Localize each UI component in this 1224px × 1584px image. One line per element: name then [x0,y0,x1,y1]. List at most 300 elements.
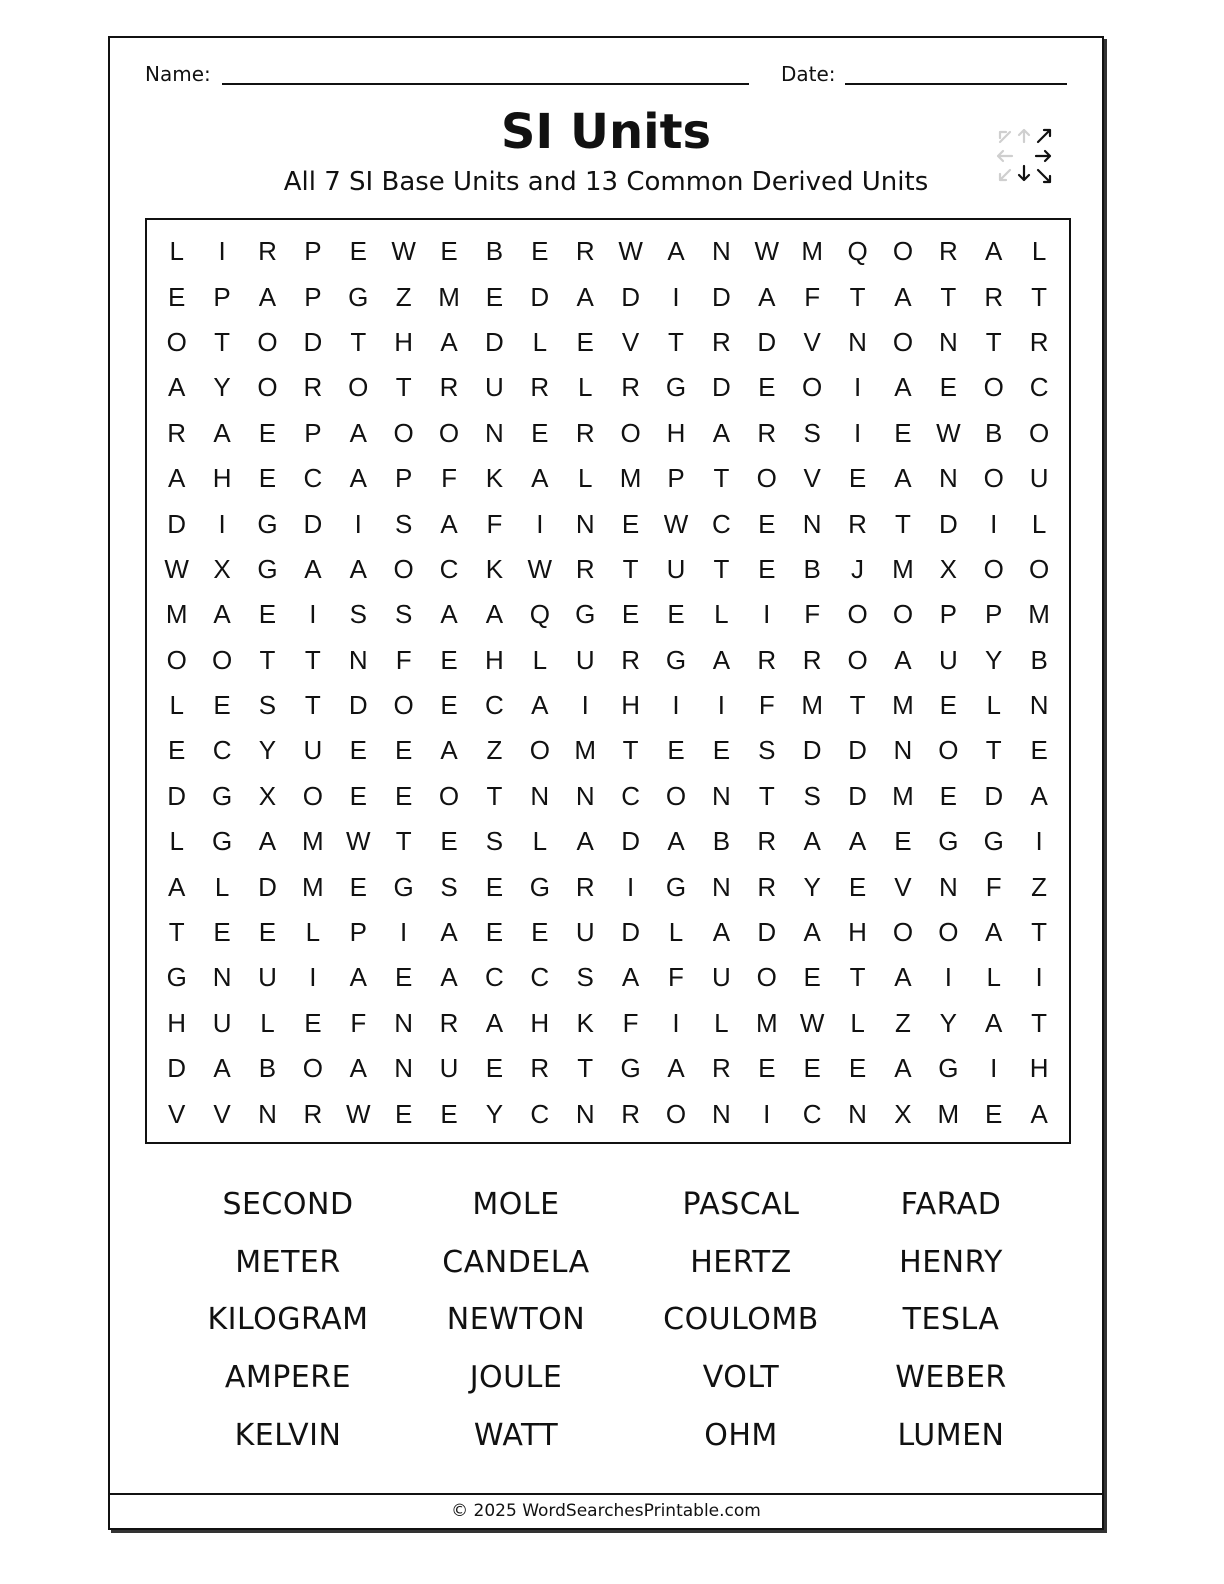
word-list-item: LUMEN [897,1417,1005,1453]
grid-letter: A [1030,1098,1048,1129]
grid-letter: O [665,1098,687,1129]
grid-letter: F [804,599,821,630]
word-list-item: HENRY [899,1244,1003,1280]
grid-letter: N [212,962,232,993]
word-list-item: KILOGRAM [207,1302,369,1338]
grid-letter: H [167,1007,187,1038]
grid-letter: U [485,372,504,403]
grid-letter: M [755,1007,778,1038]
grid-letter: A [168,463,186,494]
grid-letter: W [754,236,780,267]
grid-letter: O [983,372,1004,403]
grid-letter: G [348,281,369,312]
grid-letter: C [621,780,640,811]
grid-letter: Y [213,372,231,403]
grid-letter: M [619,463,642,494]
grid-letter: H [1029,1053,1049,1084]
grid-letter: E [394,735,413,766]
multi-direction-arrows-icon [994,126,1054,186]
grid-letter: R [167,417,187,448]
grid-letter: G [665,372,687,403]
grid-letter: M [302,826,324,857]
grid-letter: H [485,644,504,675]
grid-letter: B [258,1053,277,1084]
grid-letter: T [214,326,231,357]
grid-letter: F [395,644,412,675]
grid-letter: A [985,1007,1003,1038]
grid-letter: E [485,1053,504,1084]
grid-letter: E [758,372,776,403]
grid-letter: A [894,463,912,494]
grid-letter: O [892,917,914,948]
word-list-item: KELVIN [234,1417,342,1453]
word-list-item: COULOMB [663,1302,819,1338]
grid-letter: A [440,962,458,993]
grid-letter: A [485,599,504,630]
grid-letter: I [853,417,862,448]
grid-letter: P [985,599,1003,630]
grid-letter: I [990,508,998,539]
grid-letter: W [936,417,961,448]
word-list-item: TESLA [902,1302,1000,1338]
grid-letter: F [804,281,821,312]
grid-letter: M [302,871,324,902]
grid-letter: R [530,372,550,403]
grid-letter: T [1031,917,1048,948]
grid-letter: R [258,236,277,267]
grid-letter: E [168,281,186,312]
grid-letter: I [717,690,725,721]
grid-letter: U [711,962,731,993]
grid-letter: P [304,236,322,267]
grid-letter: R [439,372,459,403]
grid-letter: D [167,508,187,539]
grid-letter: E [667,735,685,766]
grid-letter: A [531,463,549,494]
grid-letter: D [485,326,504,357]
grid-letter: T [486,780,503,811]
grid-letter: G [575,599,596,630]
grid-letter: D [621,826,640,857]
grid-letter: A [667,826,685,857]
grid-letter: O [1029,417,1050,448]
grid-letter: L [986,962,1001,993]
grid-letter: O [529,735,550,766]
grid-letter: S [394,508,413,539]
grid-letter: I [990,1053,998,1084]
grid-letter: R [575,417,595,448]
grid-letter: N [394,1007,414,1038]
grid-letter: R [303,1098,323,1129]
grid-letter: D [167,1053,187,1084]
grid-letter: B [985,417,1003,448]
grid-letter: E [258,917,277,948]
grid-letter: B [485,236,504,267]
grid-letter: G [257,553,278,584]
grid-letter: A [803,826,821,857]
grid-letter: T [1031,281,1048,312]
grid-letter: A [667,236,685,267]
grid-letter: D [757,326,777,357]
word-list-item: METER [235,1244,341,1280]
grid-letter: I [354,508,362,539]
word-list-item: HERTZ [690,1244,792,1280]
grid-letter: R [575,236,595,267]
grid-letter: O [892,236,914,267]
grid-letter: Q [847,236,868,267]
grid-letter: A [621,962,640,993]
grid-letter: O [211,644,233,675]
grid-letter: M [165,599,188,630]
grid-letter: F [668,962,684,993]
grid-letter: H [848,917,867,948]
grid-letter: L [169,690,184,721]
grid-letter: T [940,281,957,312]
grid-letter: G [665,871,687,902]
grid-letter: H [212,463,232,494]
grid-letter: O [393,553,414,584]
grid-letter: U [303,735,323,766]
grid-letter: U [439,1053,459,1084]
grid-letter: R [575,871,595,902]
grid-letter: A [213,1053,231,1084]
grid-letter: E [621,508,640,539]
grid-letter: N [348,644,368,675]
grid-letter: M [801,690,823,721]
grid-letter: T [985,326,1002,357]
grid-letter: O [620,417,641,448]
grid-letter: P [394,463,413,494]
grid-letter: T [577,1053,594,1084]
grid-letter: H [530,1007,550,1038]
grid-letter: D [348,690,368,721]
grid-letter: D [984,780,1004,811]
grid-letter: K [576,1007,594,1038]
grid-letter: A [531,690,549,721]
grid-letter: B [712,826,731,857]
grid-letter: K [485,463,504,494]
grid-letter: E [848,1053,867,1084]
grid-letter: Y [803,871,821,902]
grid-letter: E [394,1098,413,1129]
grid-letter: G [620,1053,641,1084]
grid-letter: I [672,1007,680,1038]
grid-letter: D [621,281,640,312]
grid-letter: W [164,553,189,584]
grid-letter: E [440,236,458,267]
grid-letter: L [986,690,1001,721]
grid-letter: E [531,236,549,267]
grid-letter: E [485,917,504,948]
grid-letter: T [259,644,276,675]
grid-letter: O [302,780,323,811]
grid-letter: E [258,599,277,630]
letter-grid [154,229,1062,1137]
grid-letter: E [758,553,776,584]
grid-letter: K [485,553,504,584]
grid-letter: I [309,599,317,630]
grid-letter: C [485,690,504,721]
grid-letter: C [212,735,232,766]
grid-letter: C [530,1098,550,1129]
grid-letter: B [803,553,821,584]
grid-letter: G [665,644,687,675]
grid-letter: T [304,690,321,721]
grid-letter: N [938,871,958,902]
grid-letter: E [258,417,277,448]
grid-letter: C [303,463,323,494]
grid-letter: E [304,1007,322,1038]
grid-letter: E [440,1098,458,1129]
grid-letter: G [211,826,233,857]
grid-letter: A [712,917,731,948]
grid-letter: P [304,417,322,448]
grid-letter: C [485,962,504,993]
grid-letter: R [439,1007,459,1038]
grid-letter: E [939,372,957,403]
grid-letter: S [258,690,277,721]
grid-letter: T [713,553,730,584]
grid-letter: O [348,372,369,403]
grid-letter: E [803,962,821,993]
grid-letter: A [168,871,186,902]
grid-letter: T [668,326,684,357]
grid-letter: G [393,871,414,902]
grid-letter: G [938,826,959,857]
word-list-item: WEBER [895,1360,1007,1396]
grid-letter: E [394,962,413,993]
grid-letter: X [258,780,277,811]
grid-letter: S [394,599,413,630]
grid-letter: E [349,735,367,766]
grid-letter: W [527,553,553,584]
grid-letter: B [1030,644,1048,675]
grid-letter: A [213,599,231,630]
grid-letter: A [712,644,731,675]
grid-letter: Y [258,735,277,766]
grid-letter: C [530,962,550,993]
name-label: Name: [145,62,211,86]
grid-letter: L [532,826,548,857]
grid-letter: E [440,826,458,857]
grid-letter: E [440,690,458,721]
grid-letter: E [485,871,504,902]
grid-letter: E [712,735,731,766]
grid-letter: A [758,281,776,312]
grid-letter: I [763,1098,771,1129]
grid-letter: G [166,962,187,993]
grid-letter: V [213,1098,231,1129]
grid-letter: N [575,780,595,811]
grid-letter: O [983,553,1004,584]
grid-letter: L [260,1007,275,1038]
grid-letter: O [166,644,187,675]
grid-letter: U [1029,463,1049,494]
footer-divider [110,1493,1102,1495]
grid-letter: O [438,417,460,448]
grid-letter: E [531,417,549,448]
grid-letter: V [894,871,912,902]
grid-letter: N [893,735,913,766]
grid-letter: E [1030,735,1048,766]
grid-letter: D [757,917,777,948]
grid-letter: E [168,735,186,766]
grid-letter: E [213,690,231,721]
grid-letter: F [758,690,775,721]
grid-letter: O [257,326,278,357]
grid-letter: Z [486,735,503,766]
grid-letter: I [400,917,408,948]
grid-letter: T [849,962,866,993]
grid-letter: A [1030,780,1048,811]
grid-letter: R [802,644,822,675]
grid-letter: E [985,1098,1003,1129]
grid-letter: E [894,417,912,448]
grid-letter: E [848,463,867,494]
grid-letter: T [304,644,321,675]
grid-letter: A [803,917,821,948]
grid-letter: E [848,871,867,902]
grid-letter: A [440,599,458,630]
grid-letter: N [848,326,867,357]
grid-letter: D [848,735,867,766]
grid-letter: D [530,281,550,312]
grid-letter: A [349,463,367,494]
grid-letter: O [302,1053,323,1084]
grid-letter: R [575,553,595,584]
grid-letter: S [485,826,504,857]
grid-letter: C [711,508,731,539]
grid-letter: M [937,1098,960,1129]
grid-letter: E [258,463,277,494]
grid-letter: T [849,690,866,721]
grid-letter: N [394,1053,414,1084]
grid-letter: A [894,372,912,403]
grid-letter: C [1029,372,1049,403]
word-list-item: CANDELA [442,1244,590,1280]
grid-letter: U [666,553,686,584]
grid-letter: J [851,553,865,584]
grid-letter: A [213,417,231,448]
grid-letter: T [168,917,185,948]
grid-letter: O [393,690,414,721]
grid-letter: R [757,644,777,675]
grid-letter: L [532,326,548,357]
grid-letter: H [621,690,640,721]
grid-letter: A [894,281,912,312]
grid-letter: O [1029,553,1050,584]
grid-letter: A [894,962,912,993]
grid-letter: O [847,644,868,675]
grid-letter: L [850,1007,865,1038]
grid-letter: Q [529,599,550,630]
grid-letter: A [168,372,186,403]
grid-letter: O [892,326,914,357]
grid-letter: G [257,508,278,539]
grid-letter: E [349,780,367,811]
grid-letter: O [438,780,460,811]
grid-letter: R [938,236,958,267]
grid-letter: S [803,417,821,448]
grid-letter: X [939,553,957,584]
grid-letter: D [167,780,187,811]
grid-letter: C [802,1098,822,1129]
word-list-item: JOULE [469,1360,563,1396]
grid-letter: D [303,326,323,357]
grid-letter: A [985,236,1003,267]
word-list-item: VOLT [702,1360,780,1396]
grid-letter: A [440,508,458,539]
grid-letter: R [984,281,1004,312]
grid-letter: T [849,281,866,312]
grid-letter: L [214,871,230,902]
grid-letter: O [756,962,777,993]
date-line [845,83,1067,85]
grid-letter: W [345,1098,371,1129]
grid-letter: E [758,508,776,539]
grid-letter: E [939,690,957,721]
grid-letter: T [713,463,730,494]
grid-letter: V [168,1098,186,1129]
word-list-item: AMPERE [224,1360,352,1396]
grid-letter: O [938,917,959,948]
grid-letter: W [391,236,416,267]
grid-letter: P [939,599,957,630]
grid-letter: F [985,871,1002,902]
grid-letter: D [802,735,822,766]
grid-letter: R [848,508,867,539]
grid-letter: P [349,917,367,948]
grid-letter: R [621,1098,640,1129]
grid-letter: L [532,644,548,675]
grid-letter: U [575,644,595,675]
grid-letter: M [892,690,914,721]
grid-letter: Y [939,1007,957,1038]
grid-letter: M [1028,599,1050,630]
grid-letter: I [218,236,226,267]
grid-letter: A [258,826,277,857]
grid-letter: Y [985,644,1003,675]
grid-letter: U [938,644,958,675]
grid-letter: O [257,372,278,403]
grid-letter: E [349,871,367,902]
word-list-item: MOLE [472,1187,560,1223]
grid-letter: D [621,917,640,948]
grid-letter: W [663,508,689,539]
grid-letter: N [575,508,595,539]
word-list-item: FARAD [900,1187,1002,1223]
grid-letter: P [213,281,231,312]
grid-letter: R [303,372,323,403]
grid-letter: L [577,463,593,494]
grid-letter: L [668,917,684,948]
date-label: Date: [781,62,836,86]
grid-letter: E [667,599,685,630]
grid-letter: F [622,1007,639,1038]
grid-letter: N [711,780,731,811]
grid-letter: A [985,917,1003,948]
grid-letter: O [983,463,1004,494]
grid-letter: W [618,236,643,267]
grid-letter: D [258,871,277,902]
grid-letter: R [757,826,777,857]
grid-letter: Y [485,1098,504,1129]
page-subtitle: All 7 SI Base Units and 13 Common Derived Units [283,167,929,197]
grid-letter: A [894,1053,912,1084]
grid-letter: R [757,417,777,448]
grid-letter: A [485,1007,504,1038]
grid-letter: O [938,735,959,766]
